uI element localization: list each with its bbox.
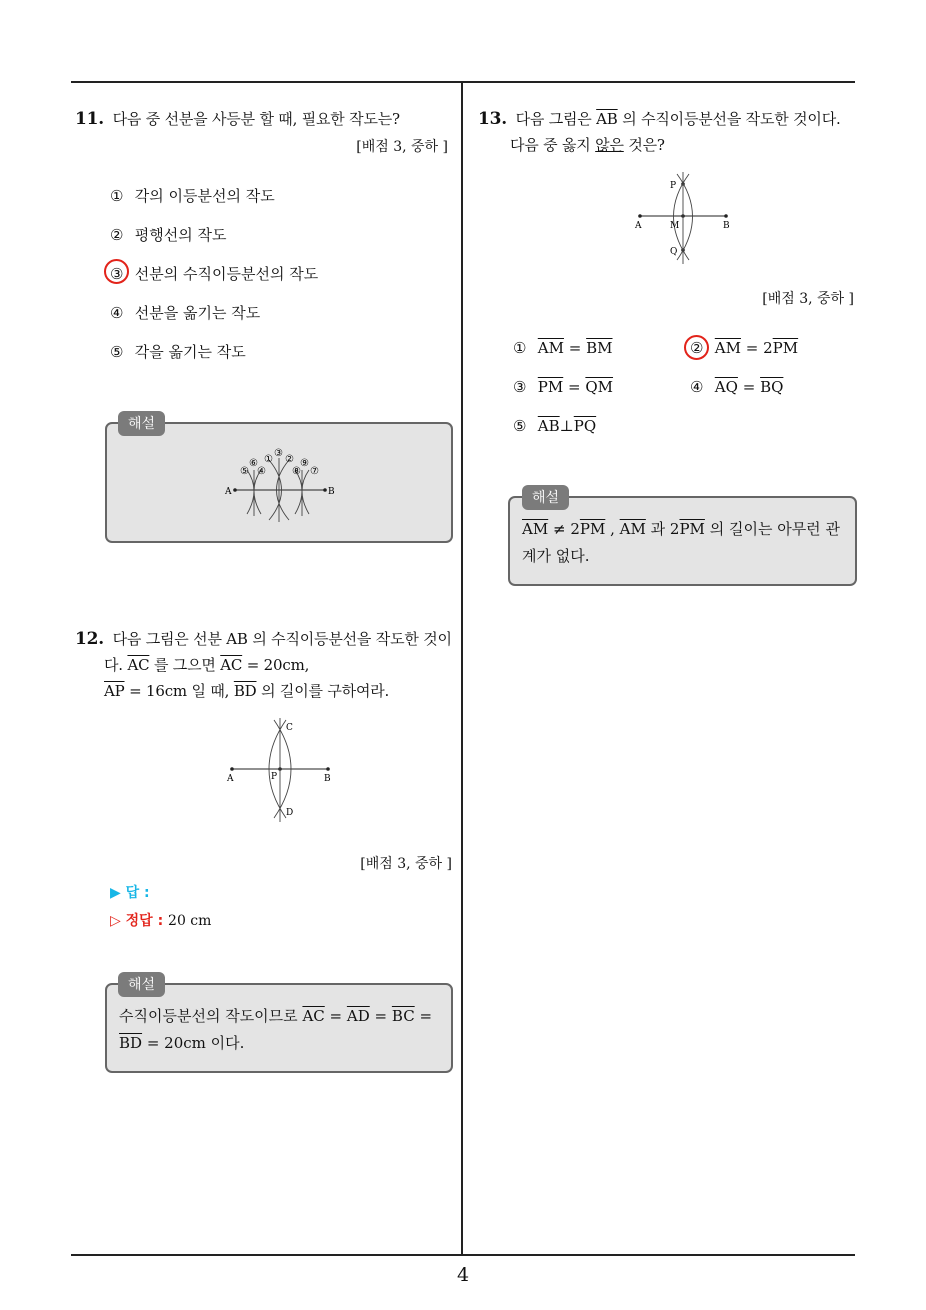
option-number: ① — [110, 187, 124, 205]
figure-mark: ⑥ — [249, 458, 258, 469]
stem-part: 것은? — [628, 136, 665, 154]
option-text: 각을 옮기는 작도 — [134, 343, 246, 361]
q12-answer-label: ▶ 답 : — [110, 885, 150, 901]
segment-ap: $\overline{AP}$ — [104, 682, 125, 700]
stem-part: = 16cm 일 때, — [129, 682, 230, 700]
option-segment: $\overline{AB}$ — [537, 417, 560, 435]
option-segment: $\overline{PQ}$ — [573, 417, 597, 435]
column-divider — [461, 82, 463, 1255]
q12-stem-text: 다음 그림은 선분 AB 의 수직이등분선을 작도한 것이 — [112, 630, 452, 648]
q11-selected-mark-icon — [104, 259, 129, 284]
option-segment: $\overline{QM}$ — [585, 378, 614, 396]
q11-meta: [배점 3, 중하 ] — [356, 139, 448, 155]
explain-part: 과 2 — [650, 520, 680, 538]
figure-label-b: B — [324, 774, 331, 784]
option-number: ④ — [110, 304, 124, 322]
q11-explanation-tag: 해설 — [118, 411, 165, 436]
option-number: ③ — [513, 378, 527, 396]
option-number: ⑤ — [110, 343, 124, 361]
q13-number: 13. — [478, 109, 507, 129]
explain-part: = 20cm 이다. — [146, 1034, 245, 1052]
explain-part: 수직이등분선의 작도이므로 — [119, 1007, 298, 1025]
q12-stem-line-3 — [104, 680, 389, 701]
option-coefficient: 2 — [763, 339, 773, 357]
segment-bc: $\overline{BC}$ — [391, 1007, 415, 1025]
q13-option-4[interactable] — [690, 378, 783, 396]
q11-option-2[interactable] — [110, 224, 227, 245]
option-text: 선분을 옮기는 작도 — [134, 304, 261, 322]
q13-selected-mark-icon — [684, 335, 709, 360]
q11-option-1[interactable] — [110, 185, 275, 206]
explain-part: , — [610, 520, 615, 538]
segment-pm: $\overline{PM}$ — [679, 520, 705, 538]
figure-label-a: A — [227, 774, 234, 784]
figure-mark: ③ — [274, 448, 283, 459]
option-number: ③ — [110, 265, 124, 283]
q11-option-3[interactable] — [110, 263, 318, 284]
segment-bd: $\overline{BD}$ — [119, 1034, 143, 1052]
segment-am: $\overline{AM}$ — [522, 520, 549, 538]
option-segment: $\overline{AM}$ — [537, 339, 564, 357]
segment-ac: $\overline{AC}$ — [127, 656, 150, 674]
q12-meta: [배점 3, 중하 ] — [360, 856, 452, 872]
q11-number: 11. — [75, 109, 104, 129]
q13-option-1[interactable] — [513, 339, 613, 357]
stem-part: 다음 중 옳지 — [510, 136, 591, 154]
option-text: 각의 이등분선의 작도 — [134, 187, 275, 205]
segment-ab: $\overline{AB}$ — [596, 110, 618, 128]
q12-stem-line-1 — [75, 628, 452, 649]
q12-explanation-tag: 해설 — [118, 972, 165, 997]
stem-part: 다. — [104, 656, 123, 674]
figure-label-a: A — [635, 221, 642, 231]
option-operator: = — [568, 378, 581, 396]
q12-explanation-text — [119, 1003, 443, 1057]
figure-label-p: P — [271, 772, 278, 782]
option-operator: = — [745, 339, 759, 357]
figure-label-m: M — [670, 221, 680, 231]
option-segment: $\overline{PM}$ — [537, 378, 564, 396]
explain-part: 계가 없다. — [522, 547, 590, 565]
q13-option-3[interactable] — [513, 378, 613, 396]
segment-bd: $\overline{BD}$ — [233, 682, 257, 700]
figure-label-p: P — [670, 181, 677, 191]
q11-figure — [107, 424, 451, 541]
figure-label-b: B — [723, 221, 730, 231]
q12-correct-answer — [110, 910, 211, 930]
explain-part: = — [374, 1007, 388, 1025]
option-number: ② — [110, 226, 124, 244]
q12-stem-line-2 — [104, 654, 309, 675]
figure-mark: ④ — [257, 466, 266, 477]
correct-label: ▷ 정답 : — [110, 913, 164, 929]
option-operator: = — [568, 339, 582, 357]
bottom-rule — [71, 1254, 855, 1256]
q11-stem-text: 다음 중 선분을 사등분 할 때, 필요한 작도는? — [112, 110, 400, 128]
option-number: ② — [690, 339, 704, 357]
segment-ac: $\overline{AC}$ — [220, 656, 243, 674]
option-number: ④ — [690, 378, 704, 396]
stem-part: 를 그으면 — [153, 656, 216, 674]
figure-label-b: B — [328, 487, 335, 497]
q13-stem-line-1 — [478, 108, 841, 129]
option-operator: = — [742, 378, 756, 396]
q13-explanation-text — [522, 516, 847, 570]
q11-option-4[interactable] — [110, 302, 260, 323]
explain-part: ≠ 2 — [552, 520, 580, 538]
option-segment: $\overline{AQ}$ — [714, 378, 738, 396]
page-number: 4 — [456, 1264, 470, 1286]
option-number: ⑤ — [513, 417, 527, 435]
figure-mark: ⑦ — [310, 466, 319, 477]
figure-mark: ① — [264, 454, 273, 465]
figure-mark: ⑤ — [240, 466, 249, 477]
figure-label-c: C — [286, 723, 293, 733]
stem-part: 의 수직이등분선을 작도한 것이다. — [622, 110, 841, 128]
q11-explanation-box — [105, 422, 453, 543]
q13-option-5[interactable] — [513, 417, 596, 435]
option-segment: $\overline{AM}$ — [714, 339, 741, 357]
figure-mark: ⑧ — [292, 466, 301, 477]
figure-mark: ⑨ — [300, 458, 309, 469]
top-rule — [71, 81, 855, 83]
figure-mark: ② — [285, 454, 294, 465]
figure-label-a: A — [225, 487, 232, 497]
stem-part: 다음 그림은 — [515, 110, 592, 128]
explain-part: = — [329, 1007, 343, 1025]
figure-label-q: Q — [670, 247, 678, 257]
stem-underlined: 않은 — [595, 136, 624, 154]
option-operator: ⊥ — [559, 417, 574, 435]
q11-stem — [75, 108, 400, 129]
option-segment: $\overline{BM}$ — [586, 339, 613, 357]
explain-part: = — [419, 1007, 433, 1025]
segment-am: $\overline{AM}$ — [619, 520, 646, 538]
q13-figure — [630, 170, 740, 270]
figure-label-d: D — [286, 808, 294, 818]
q13-explanation-tag: 해설 — [522, 485, 569, 510]
option-text: 평행선의 작도 — [134, 226, 227, 244]
q11-option-5[interactable] — [110, 341, 246, 362]
segment-ad: $\overline{AD}$ — [346, 1007, 370, 1025]
q13-stem-line-2 — [510, 134, 665, 155]
option-segment: $\overline{PM}$ — [772, 339, 799, 357]
segment-pm: $\overline{PM}$ — [579, 520, 606, 538]
stem-part: = 20cm, — [246, 656, 310, 674]
option-text: 선분의 수직이등분선의 작도 — [134, 265, 319, 283]
q12-figure — [222, 714, 342, 829]
stem-part: 의 길이를 구하여라. — [261, 682, 390, 700]
segment-ac: $\overline{AC}$ — [302, 1007, 325, 1025]
q12-number: 12. — [75, 629, 104, 649]
option-number: ① — [513, 339, 527, 357]
explain-part: 의 길이는 아무런 관 — [709, 520, 840, 538]
option-segment: $\overline{BQ}$ — [760, 378, 784, 396]
q13-meta: [배점 3, 중하 ] — [762, 291, 854, 307]
correct-value: 20 cm — [168, 913, 212, 929]
